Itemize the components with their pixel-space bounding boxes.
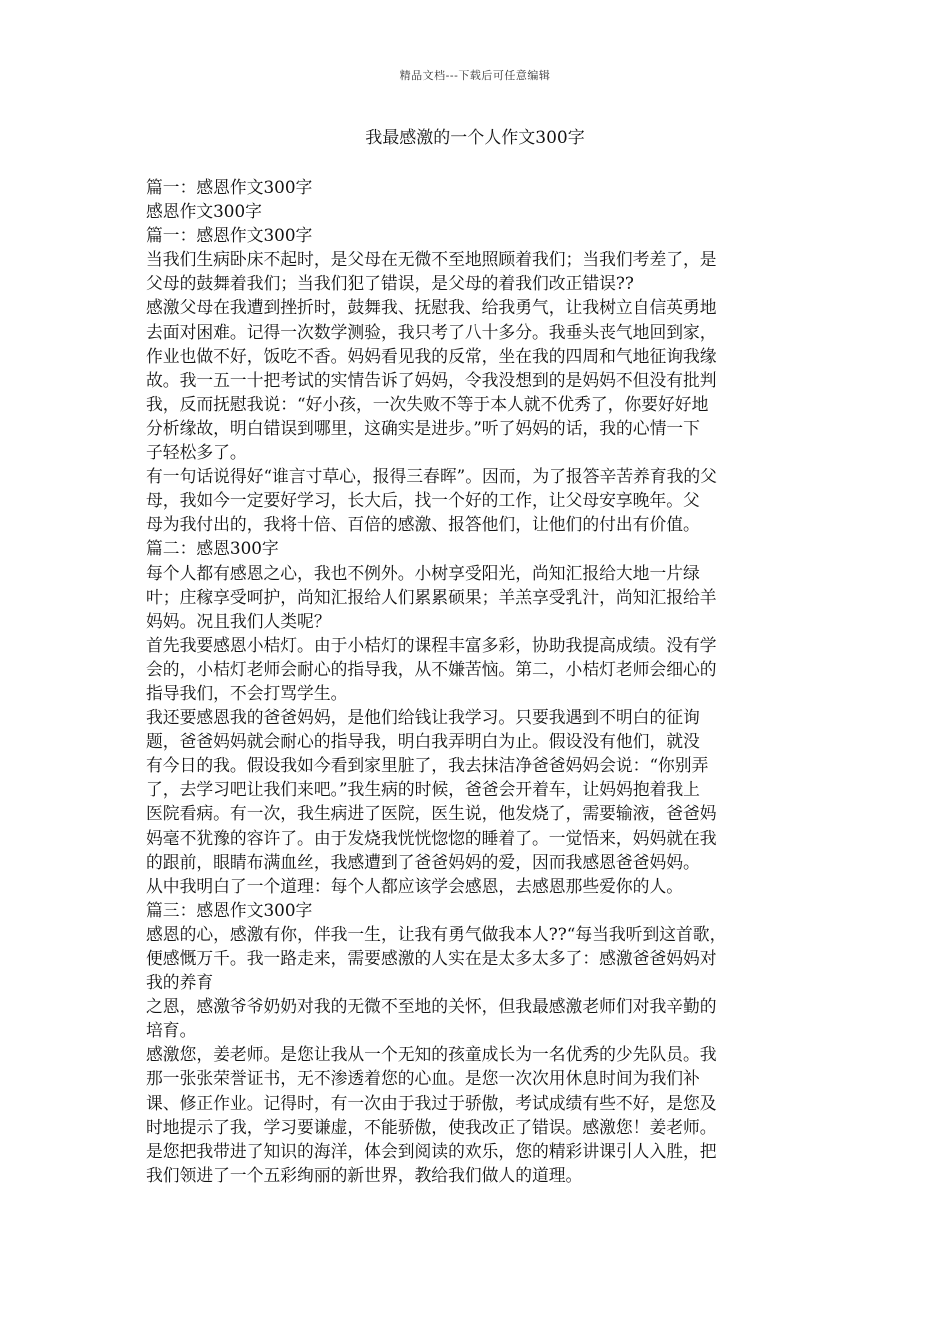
text-line: 的跟前，眼睛布满血丝，我感遭到了爸爸妈妈的爱，因而我感恩爸爸妈妈。	[146, 851, 700, 872]
text-line: 会的，小桔灯老师会耐心的指导我，从不嫌苦恼。第二，小桔灯老师会细心的	[146, 658, 717, 679]
text-line: 分析缘故，明白错误到哪里，这确实是进步。”听了妈妈的话，我的心情一下	[146, 417, 700, 438]
text-line: 是您把我带进了知识的海洋，体会到阅读的欢乐，您的精彩讲课引人入胜，把	[146, 1140, 717, 1161]
text-line: 篇三：感恩作文300字	[146, 899, 313, 920]
text-line: 时地提示了我，学习要谦虚，不能骄傲，使我改正了错误。感激您！姜老师。	[146, 1116, 717, 1137]
text-line: 了，去学习吧让我们来吧。”我生病的时候，爸爸会开着车，让妈妈抱着我上	[146, 779, 700, 800]
text-line: 之恩，感激爷爷奶奶对我的无微不至地的关怀，但我最感激老师们对我辛勤的	[146, 996, 717, 1017]
text-line: 篇一：感恩作文300字	[146, 177, 313, 197]
text-line: 有一句话说得好“谁言寸草心，报得三春晖”。因而，为了报答辛苦养育我的父	[146, 466, 717, 487]
text-line: 感恩作文300字	[146, 201, 262, 222]
text-line: 我，反而抚慰我说：“好小孩，一次失败不等于本人就不优秀了，你要好好地	[146, 393, 709, 414]
text-line: 医院看病。有一次，我生病进了医院，医生说，他发烧了，需要输液，爸爸妈	[146, 803, 717, 824]
text-line: 妈妈。况且我们人类呢？	[146, 610, 331, 631]
text-line: 那一张张荣誉证书，无不渗透着您的心血。是您一次次用休息时间为我们补	[146, 1068, 700, 1089]
text-line: 有今日的我。假设我如今看到家里脏了，我去抹洁净爸爸妈妈会说：“你别弄	[146, 755, 709, 776]
document-body	[146, 175, 806, 1187]
text-line: 篇二：感恩300字	[146, 538, 279, 559]
text-line: 我们领进了一个五彩绚丽的新世界，教给我们做人的道理。	[146, 1164, 583, 1185]
text-line: 故。我一五一十把考试的实情告诉了妈妈，令我没想到的是妈妈不但没有批判	[146, 369, 717, 390]
text-line: 母为我付出的，我将十倍、百倍的感激、报答他们，让他们的付出有价值。	[146, 514, 700, 535]
text-line: 课、修正作业。记得时，有一次由于我过于骄傲，考试成绩有些不好，是您及	[146, 1092, 717, 1113]
text-line: 每个人都有感恩之心，我也不例外。小树享受阳光，尚知汇报给大地一片绿	[146, 562, 700, 583]
text-line: 感恩的心，感激有你，伴我一生，让我有勇气做我本人??“每当我听到这首歌，	[146, 923, 727, 944]
text-line: 指导我们，不会打骂学生。	[146, 682, 348, 703]
text-line: 感激您，姜老师。是您让我从一个无知的孩童成长为一名优秀的少先队员。我	[146, 1044, 717, 1065]
text-line: 叶；庄稼享受呵护，尚知汇报给人们累累硕果；羊羔享受乳汁，尚知汇报给羊	[146, 586, 717, 607]
text-line: 妈毫不犹豫的容许了。由于发烧我恍恍惚惚的睡着了。一觉悟来，妈妈就在我	[146, 827, 717, 848]
text-line: 我的养育	[146, 972, 214, 993]
text-line: 首先我要感恩小桔灯。由于小桔灯的课程丰富多彩，协助我提高成绩。没有学	[146, 634, 717, 655]
text-line: 篇一：感恩作文300字	[146, 225, 313, 246]
document-title: 我最感激的一个人作文300字	[365, 128, 585, 148]
text-line: 便感慨万千。我一路走来，需要感激的人实在是太多太多了：感激爸爸妈妈对	[146, 948, 717, 968]
text-line: 当我们生病卧床不起时，是父母在无微不至地照顾着我们；当我们考差了，是	[146, 249, 717, 270]
text-line: 去面对困难。记得一次数学测验，我只考了八十多分。我垂头丧气地回到家，	[146, 321, 717, 342]
page-header-note: 精品文档---下载后可任意编辑	[399, 69, 551, 82]
text-line: 作业也做不好，饭吃不香。妈妈看见我的反常，坐在我的四周和气地征询我缘	[146, 345, 717, 366]
text-line: 培育。	[146, 1020, 197, 1041]
text-line: 感激父母在我遭到挫折时，鼓舞我、抚慰我、给我勇气，让我树立自信英勇地	[146, 297, 717, 318]
text-line: 从中我明白了一个道理：每个人都应该学会感恩，去感恩那些爱你的人。	[146, 875, 684, 896]
text-line: 子轻松多了。	[146, 442, 247, 463]
text-line: 父母的鼓舞着我们；当我们犯了错误，是父母的着我们改正错误??	[146, 273, 634, 294]
text-line: 题，爸爸妈妈就会耐心的指导我，明白我弄明白为止。假设没有他们，就没	[146, 731, 700, 752]
text-line: 母，我如今一定要好学习，长大后，找一个好的工作，让父母安享晚年。父	[146, 490, 700, 511]
text-line: 我还要感恩我的爸爸妈妈，是他们给钱让我学习。只要我遇到不明白的征询	[146, 707, 700, 728]
